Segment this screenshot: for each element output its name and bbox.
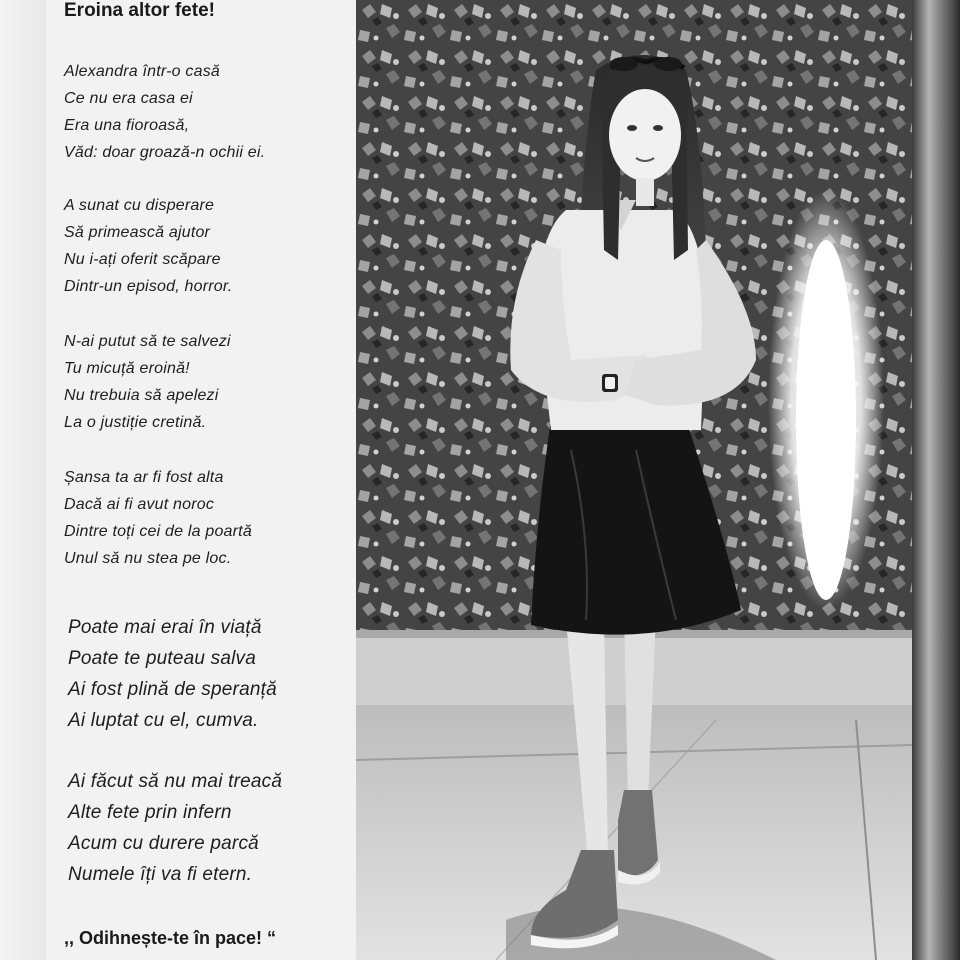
- stanza-line: Dintr-un episod, horror.: [64, 278, 233, 295]
- stanza-3: [64, 328, 231, 436]
- left-border: [0, 0, 46, 960]
- stanza-line: N-ai putut să te salvezi: [64, 333, 231, 350]
- stanza-line: Alte fete prin infern: [68, 802, 232, 823]
- stanza-line: Ai fost plină de speranță: [68, 679, 277, 700]
- portrait-photo: [356, 0, 912, 960]
- stanza-line: Dintre toți cei de la poartă: [64, 523, 252, 540]
- stanza-2: [64, 192, 232, 300]
- stanza-line: Alexandra într-o casă: [64, 63, 220, 80]
- stanza-6: [68, 766, 282, 890]
- stanza-line: A sunat cu disperare: [64, 197, 215, 214]
- right-border: [912, 0, 960, 960]
- stanza-4: [64, 464, 252, 572]
- poem-title: Eroina altor fete!: [64, 0, 215, 21]
- stanza-line: Nu i-ați oferit scăpare: [64, 251, 221, 268]
- stanza-line: Poate te puteau salva: [68, 648, 257, 669]
- stanza-line: La o justiție cretină.: [64, 414, 207, 431]
- stanza-line: Tu micuță eroină!: [64, 360, 190, 377]
- stanza-line: Unul să nu stea pe loc.: [64, 550, 232, 567]
- stanza-line: Nu trebuia să apelezi: [64, 387, 219, 404]
- stanza-5: [68, 612, 277, 736]
- stanza-line: Văd: doar groază-n ochii ei.: [64, 144, 266, 161]
- stanza-line: Poate mai erai în viață: [68, 617, 262, 638]
- portrait-illustration: [356, 0, 912, 960]
- stanza-line: Șansa ta ar fi fost alta: [64, 469, 224, 486]
- stanza-line: Ce nu era casa ei: [64, 90, 193, 107]
- stanza-line: Numele îți va fi etern.: [68, 864, 253, 885]
- stanza-line: Să primească ajutor: [64, 224, 211, 241]
- stanza-line: Ai luptat cu el, cumva.: [68, 710, 259, 731]
- stanza-line: Era una fioroasă,: [64, 117, 190, 134]
- closing-line: ,, Odihnește-te în pace! “: [64, 928, 277, 948]
- stanza-line: Ai făcut să nu mai treacă: [68, 771, 283, 792]
- stanza-1: [64, 58, 265, 166]
- stanza-line: Dacă ai fi avut noroc: [64, 496, 215, 513]
- stanza-line: Acum cu durere parcă: [68, 833, 259, 854]
